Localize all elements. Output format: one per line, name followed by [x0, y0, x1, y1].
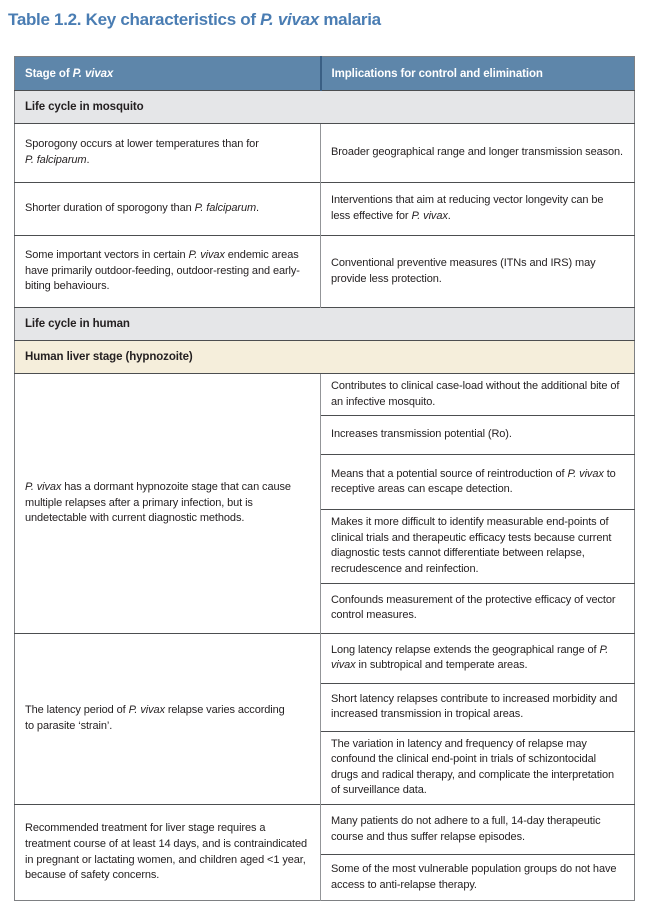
header-row: [15, 57, 635, 91]
implication-cell: Short latency relapses contribute to increased morbidity and increased transmission in tropical areas.: [321, 683, 635, 731]
table-row: [15, 805, 635, 855]
implication-cell: Confounds measurement of the protective efficacy of vector control measures.: [321, 583, 635, 633]
section-label: Life cycle in mosquito: [15, 91, 635, 124]
implication-cell: Some of the most vulnerable population groups do not have access to anti-relapse therapy.: [321, 855, 635, 901]
stage-cell: P. vivax has a dormant hypnozoite stage that can cause multiple relapses after a primary infection, but is undetectable with current diagnostic methods.: [15, 374, 321, 634]
stage-cell: Some important vectors in certain P. vivax endemic areas have primarily outdoor-feeding, outdoor-resting and early-biting behaviours.: [15, 236, 321, 308]
implication-cell: Many patients do not adhere to a full, 14-day therapeutic course and thus suffer relapse episodes.: [321, 805, 635, 855]
implication-cell: Conventional preventive measures (ITNs and IRS) may provide less protection.: [321, 236, 635, 308]
section-label: Life cycle in human: [15, 308, 635, 341]
implication-cell: Contributes to clinical case-load without the additional bite of an infective mosquito.: [321, 374, 635, 416]
section-row-life-cycle-human: [15, 308, 635, 341]
implication-cell: Interventions that aim at reducing vector longevity can be less effective for P. vivax.: [321, 183, 635, 236]
implication-cell: Makes it more difficult to identify measurable end-points of clinical trials and therapeutic efficacy tests because current diagnostic tests cannot differentiate between relapse, recrudescence and reinfection.: [321, 510, 635, 583]
section-label: Human liver stage (hypnozoite): [15, 341, 635, 374]
table-row: [15, 374, 635, 416]
table-row: [15, 236, 635, 308]
section-row-human-liver-stage: [15, 341, 635, 374]
implication-cell: Means that a potential source of reintroduction of P. vivax to receptive areas can escape detection.: [321, 455, 635, 510]
table-title: Table 1.2. Key characteristics of P. vivax malaria: [8, 10, 381, 29]
table-row: [15, 124, 635, 183]
stage-cell: The latency period of P. vivax relapse varies according to parasite ‘strain’.: [15, 633, 321, 804]
section-row-life-cycle-mosquito: [15, 91, 635, 124]
implication-cell: Long latency relapse extends the geographical range of P. vivax in subtropical and temperate areas.: [321, 633, 635, 683]
implication-cell: Broader geographical range and longer transmission season.: [321, 124, 635, 183]
implication-cell: The variation in latency and frequency of relapse may confound the clinical end-point in trials of schizontocidal drugs and radical therapy, and complicate the interpretation of surveillance data.: [321, 731, 635, 804]
key-characteristics-table: [14, 56, 635, 901]
stage-cell: Recommended treatment for liver stage requires a treatment course of at least 14 days, and is contraindicated in pregnant or lactating women, and children aged <1 year, because of safety concerns.: [15, 805, 321, 901]
stage-cell: Shorter duration of sporogony than P. falciparum.: [15, 183, 321, 236]
col-header-stage: Stage of P. vivax: [15, 57, 321, 91]
col-header-implications: Implications for control and elimination: [321, 57, 635, 91]
stage-cell: Sporogony occurs at lower temperatures than for P. falciparum.: [15, 124, 321, 183]
table-row: [15, 633, 635, 683]
implication-cell: Increases transmission potential (Ro).: [321, 416, 635, 455]
table-row: [15, 183, 635, 236]
